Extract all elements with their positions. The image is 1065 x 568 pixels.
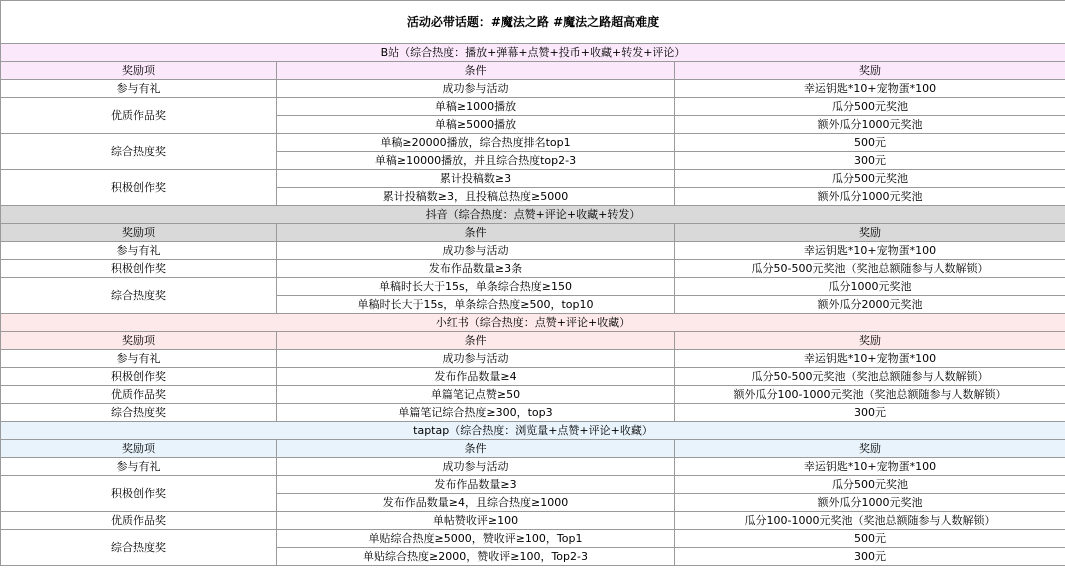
condition-cell: 成功参与活动 — [277, 350, 675, 368]
reward-item-cell: 积极创作奖 — [1, 260, 277, 278]
reward-cell: 500元 — [675, 134, 1065, 152]
section-title: B站（综合热度：播放+弹幕+点赞+投币+收藏+转发+评论） — [1, 44, 1065, 62]
reward-cell: 幸运钥匙*10+宠物蛋*100 — [675, 80, 1065, 98]
reward-cell: 300元 — [675, 404, 1065, 422]
reward-item-cell: 综合热度奖 — [1, 134, 277, 170]
condition-cell: 单稿≥20000播放，综合热度排名top1 — [277, 134, 675, 152]
condition-cell: 单稿≥5000播放 — [277, 116, 675, 134]
condition-cell: 累计投稿数≥3 — [277, 170, 675, 188]
reward-item-cell: 参与有礼 — [1, 350, 277, 368]
column-header-item: 奖励项 — [1, 224, 277, 242]
reward-item-cell: 综合热度奖 — [1, 530, 277, 566]
column-header-condition: 条件 — [277, 62, 675, 80]
table-row — [1, 350, 1065, 368]
table-row — [1, 476, 1065, 494]
column-header-item: 奖励项 — [1, 62, 277, 80]
column-header-item: 奖励项 — [1, 440, 277, 458]
table-row — [1, 260, 1065, 278]
reward-item-cell: 综合热度奖 — [1, 278, 277, 314]
condition-cell: 单贴综合热度≥2000，赞收评≥100，Top2-3 — [277, 548, 675, 566]
table-row — [1, 242, 1065, 260]
table-row — [1, 404, 1065, 422]
reward-cell: 300元 — [675, 152, 1065, 170]
reward-cell: 幸运钥匙*10+宠物蛋*100 — [675, 458, 1065, 476]
reward-cell: 300元 — [675, 548, 1065, 566]
table-row — [1, 134, 1065, 152]
condition-cell: 发布作品数量≥3条 — [277, 260, 675, 278]
condition-cell: 发布作品数量≥3 — [277, 476, 675, 494]
reward-item-cell: 优质作品奖 — [1, 386, 277, 404]
reward-cell: 幸运钥匙*10+宠物蛋*100 — [675, 242, 1065, 260]
column-header-condition: 条件 — [277, 332, 675, 350]
reward-cell: 额外瓜分100-1000元奖池（奖池总额随参与人数解锁） — [675, 386, 1065, 404]
reward-cell: 瓜分500元奖池 — [675, 476, 1065, 494]
condition-cell: 单稿时长大于15s，单条综合热度≥500，top10 — [277, 296, 675, 314]
condition-cell: 单稿时长大于15s，单条综合热度≥150 — [277, 278, 675, 296]
condition-cell: 发布作品数量≥4，且综合热度≥1000 — [277, 494, 675, 512]
reward-item-cell: 参与有礼 — [1, 80, 277, 98]
section-title: 抖音（综合热度：点赞+评论+收藏+转发） — [1, 206, 1065, 224]
column-header-reward: 奖励 — [675, 332, 1065, 350]
table-row — [1, 368, 1065, 386]
reward-item-cell: 优质作品奖 — [1, 98, 277, 134]
condition-cell: 成功参与活动 — [277, 80, 675, 98]
table-row — [1, 512, 1065, 530]
condition-cell: 单贴综合热度≥5000，赞收评≥100，Top1 — [277, 530, 675, 548]
table-row — [1, 458, 1065, 476]
section-header-row — [1, 314, 1065, 332]
condition-cell: 单篇笔记点赞≥50 — [277, 386, 675, 404]
section-title: 小红书（综合热度：点赞+评论+收藏） — [1, 314, 1065, 332]
column-header-row — [1, 62, 1065, 80]
section-header-row — [1, 422, 1065, 440]
reward-cell: 瓜分1000元奖池 — [675, 278, 1065, 296]
title-row — [1, 1, 1065, 44]
reward-cell: 瓜分100-1000元奖池（奖池总额随参与人数解锁） — [675, 512, 1065, 530]
reward-item-cell: 积极创作奖 — [1, 476, 277, 512]
condition-cell: 单稿≥1000播放 — [277, 98, 675, 116]
reward-item-cell: 参与有礼 — [1, 242, 277, 260]
reward-item-cell: 参与有礼 — [1, 458, 277, 476]
reward-cell: 幸运钥匙*10+宠物蛋*100 — [675, 350, 1065, 368]
page-title: 活动必带话题：#魔法之路 #魔法之路超高难度 — [1, 1, 1065, 44]
reward-cell: 额外瓜分2000元奖池 — [675, 296, 1065, 314]
column-header-reward: 奖励 — [675, 440, 1065, 458]
table-row — [1, 98, 1065, 116]
condition-cell: 发布作品数量≥4 — [277, 368, 675, 386]
reward-item-cell: 积极创作奖 — [1, 170, 277, 206]
condition-cell: 单帖赞收评≥100 — [277, 512, 675, 530]
section-title: taptap（综合热度：浏览量+点赞+评论+收藏） — [1, 422, 1065, 440]
reward-cell: 额外瓜分1000元奖池 — [675, 116, 1065, 134]
reward-item-cell: 优质作品奖 — [1, 512, 277, 530]
column-header-row — [1, 332, 1065, 350]
column-header-row — [1, 440, 1065, 458]
condition-cell: 单稿≥10000播放，并且综合热度top2-3 — [277, 152, 675, 170]
table-row — [1, 530, 1065, 548]
column-header-condition: 条件 — [277, 224, 675, 242]
section-header-row — [1, 44, 1065, 62]
reward-cell: 500元 — [675, 530, 1065, 548]
reward-cell: 瓜分500元奖池 — [675, 170, 1065, 188]
column-header-reward: 奖励 — [675, 62, 1065, 80]
reward-cell: 瓜分50-500元奖池（奖池总额随参与人数解锁） — [675, 260, 1065, 278]
table-row — [1, 80, 1065, 98]
table-row — [1, 170, 1065, 188]
condition-cell: 成功参与活动 — [277, 242, 675, 260]
section-header-row — [1, 206, 1065, 224]
column-header-reward: 奖励 — [675, 224, 1065, 242]
table-row — [1, 278, 1065, 296]
condition-cell: 单篇笔记综合热度≥300，top3 — [277, 404, 675, 422]
reward-cell: 额外瓜分1000元奖池 — [675, 494, 1065, 512]
column-header-condition: 条件 — [277, 440, 675, 458]
column-header-item: 奖励项 — [1, 332, 277, 350]
reward-cell: 额外瓜分1000元奖池 — [675, 188, 1065, 206]
condition-cell: 累计投稿数≥3，且投稿总热度≥5000 — [277, 188, 675, 206]
table-row — [1, 386, 1065, 404]
column-header-row — [1, 224, 1065, 242]
reward-cell: 瓜分500元奖池 — [675, 98, 1065, 116]
reward-item-cell: 积极创作奖 — [1, 368, 277, 386]
condition-cell: 成功参与活动 — [277, 458, 675, 476]
reward-cell: 瓜分50-500元奖池（奖池总额随参与人数解锁） — [675, 368, 1065, 386]
reward-item-cell: 综合热度奖 — [1, 404, 277, 422]
